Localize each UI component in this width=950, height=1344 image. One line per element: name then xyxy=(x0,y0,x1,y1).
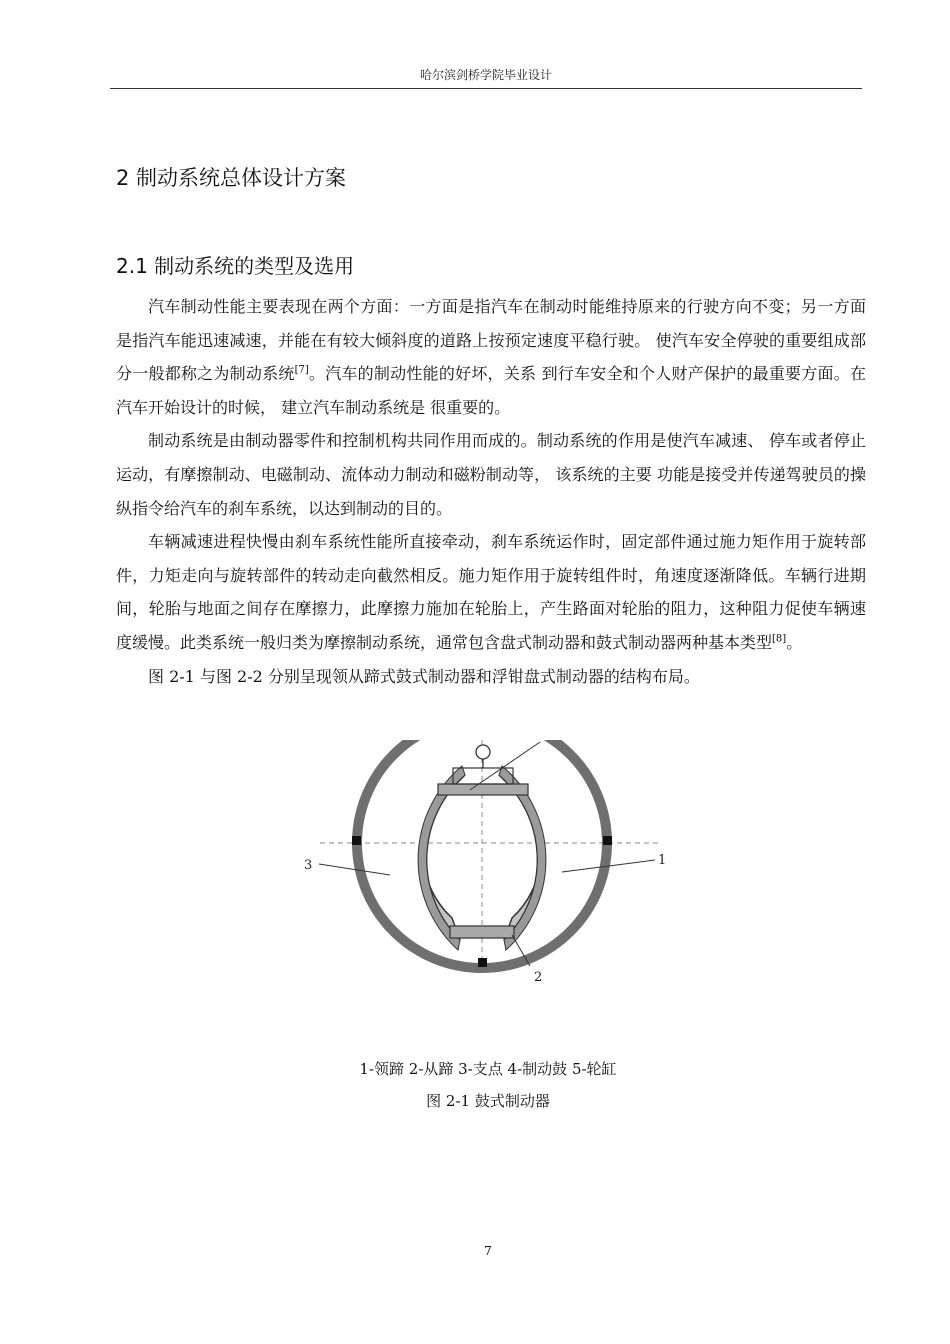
page-header: 哈尔滨剑桥学院毕业设计 xyxy=(419,68,552,82)
chapter-title: 2 制动系统总体设计方案 xyxy=(116,166,347,190)
wheel-cylinder xyxy=(438,784,528,795)
figure-legend: 1-领蹄 2-从蹄 3-支点 4-制动鼓 5-轮缸 xyxy=(359,1060,617,1078)
label-1: 1 xyxy=(658,853,667,868)
drum-brake-diagram xyxy=(290,740,680,990)
paragraph-3-text: 车辆减速进程快慢由刹车系统性能所直接牵动，刹车系统运作时，固定部件通过施力矩作用于旋转部件，力矩走向与旋转部件的转动走向截然相反。施力矩作用于旋转组件时，角速度逐渐降低。车辆行进期间，轮胎与地面之间存在摩擦力，此摩擦力施加在轮胎上，产生路面对轮胎的阻力，这种阻力促使车辆速度缓慢。此类系统一般归类为摩擦制动系统，通常包含盘式制动器和鼓式制动器两种基本类型 xyxy=(116,532,866,652)
paragraph-3-tail: 。 xyxy=(786,632,803,652)
paragraph-4: 图 2-1 与图 2-2 分别呈现领从蹄式鼓式制动器和浮钳盘式制动器的结构布局。 xyxy=(148,666,700,686)
paragraph-3 xyxy=(116,525,866,659)
page-number: 7 xyxy=(484,1244,492,1258)
pivot-left xyxy=(352,836,361,845)
pivot-right xyxy=(603,836,612,845)
figure-caption: 图 2-1 鼓式制动器 xyxy=(426,1092,550,1110)
label-3: 3 xyxy=(304,858,313,873)
citation-8: [8] xyxy=(772,633,787,645)
anchor-pin xyxy=(450,926,514,938)
label-2: 2 xyxy=(534,970,543,985)
header-divider xyxy=(110,88,862,89)
body-text xyxy=(116,290,866,693)
pivot-bottom xyxy=(478,958,487,967)
bleeder-valve xyxy=(476,745,490,759)
drum-brake-figure xyxy=(290,740,680,990)
paragraph-1-tail: 。汽车的制动性能的好坏，关系 到行车安全和个人财产保护的最重要方面。在汽车开始设计的时候， 建立汽车制动系统是 很重要的。 xyxy=(116,364,866,417)
citation-7: [7] xyxy=(294,364,309,376)
paragraph-1-text: 汽车制动性能主要表现在两个方面：一方面是指汽车在制动时能维持原来的行驶方向不变；另一方面是指汽车能迅速减速，并能在有较大倾斜度的道路上按预定速度平稳行驶。 使汽车安全停驶的重要组成部分一般都称之为制动系统 xyxy=(116,297,866,384)
paragraph-1 xyxy=(116,290,866,424)
section-title: 2.1 制动系统的类型及选用 xyxy=(116,254,355,278)
paragraph-2: 制动系统是由制动器零件和控制机构共同作用而成的。制动系统的作用是使汽车减速、 停车或者停止运动，有摩擦制动、电磁制动、流体动力制动和磁粉制动等， 该系统的主要 功能是接受并传递驾驶员的操纵指令给汽车的刹车系统，以达到制动的目的。 xyxy=(116,431,866,518)
